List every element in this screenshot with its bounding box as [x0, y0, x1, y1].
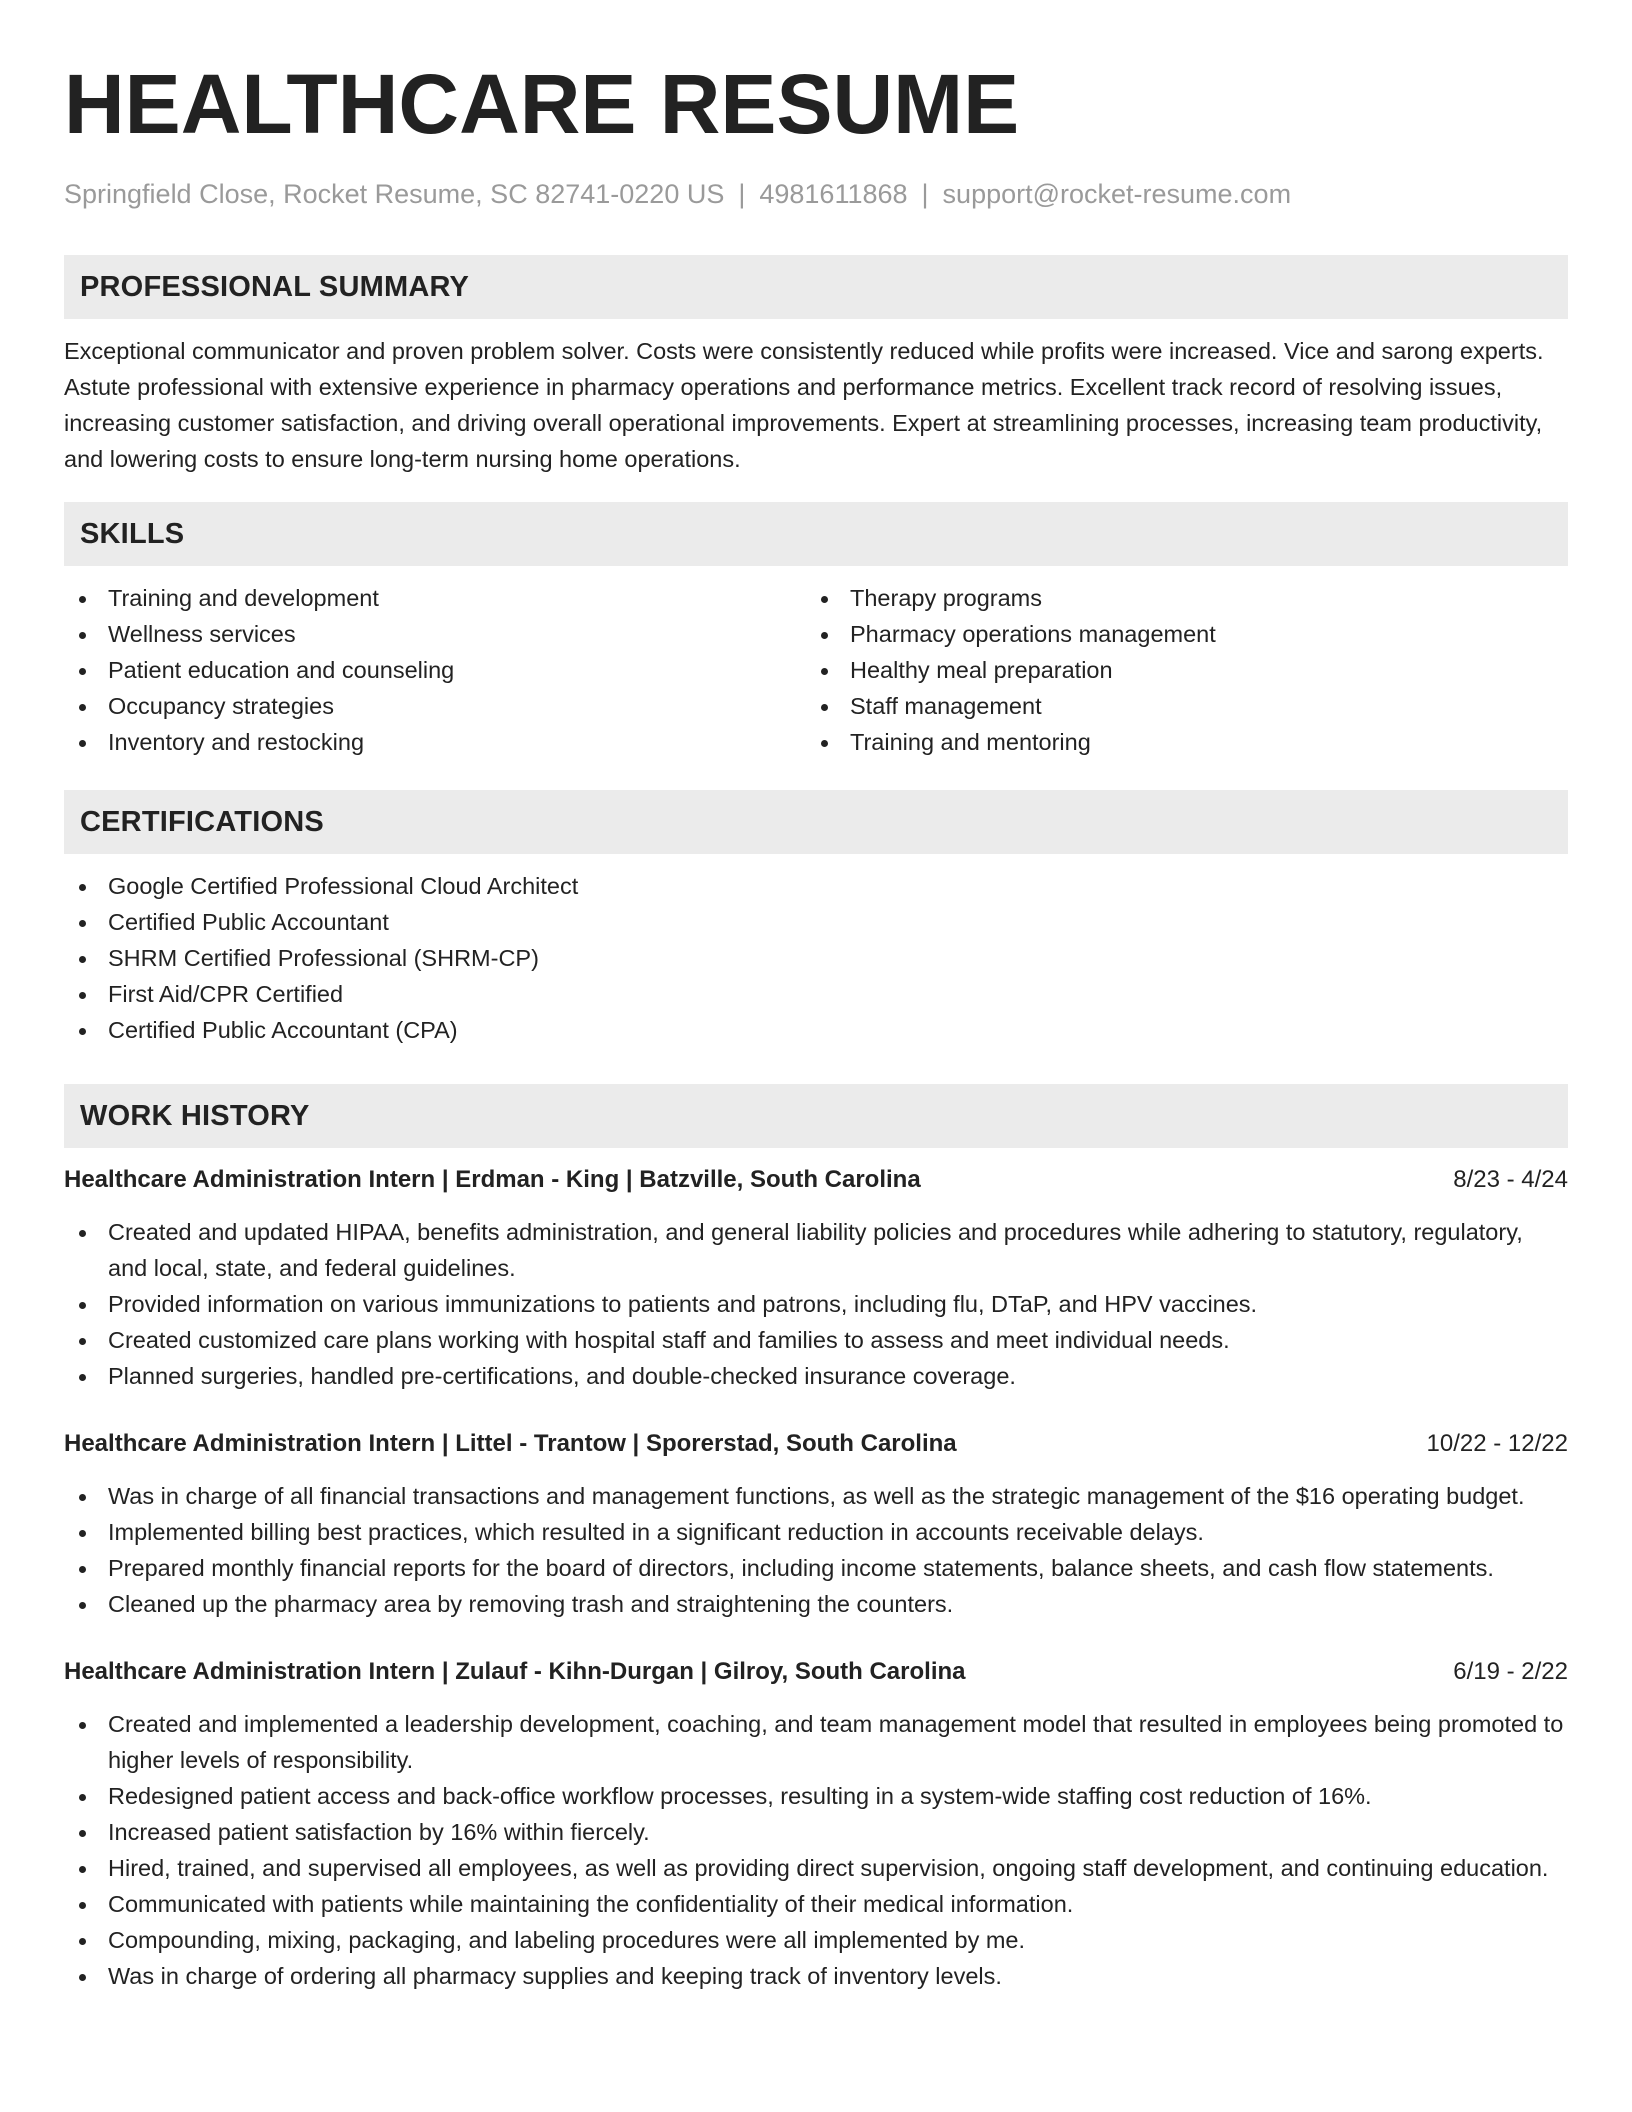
certification-item: First Aid/CPR Certified — [64, 976, 1568, 1012]
job-bullets — [64, 1706, 1568, 1994]
skill-item: Inventory and restocking — [64, 724, 806, 760]
job-entry — [64, 1426, 1568, 1622]
job-header — [64, 1654, 1568, 1690]
resume-title: HEALTHCARE RESUME — [64, 57, 1020, 151]
certification-item: Certified Public Accountant — [64, 904, 1568, 940]
section-heading-certifications: CERTIFICATIONS — [64, 790, 1568, 854]
job-title: Healthcare Administration Intern | Littel - Trantow | Sporerstad, South Carolina — [64, 1430, 957, 1457]
section-heading-work-history: WORK HISTORY — [64, 1084, 1568, 1148]
job-dates: 10/22 - 12/22 — [1426, 1430, 1568, 1457]
contact-line — [64, 177, 1568, 211]
job-bullet: Prepared monthly financial reports for the board of directors, including income statements, balance sheets, and cash flow statements. — [64, 1550, 1568, 1586]
job-entry — [64, 1654, 1568, 1994]
skill-item: Occupancy strategies — [64, 688, 806, 724]
skills-list — [64, 580, 1568, 760]
job-bullet: Created customized care plans working with hospital staff and families to assess and meet individual needs. — [64, 1322, 1568, 1358]
skill-item: Training and development — [64, 580, 806, 616]
job-bullet: Provided information on various immunizations to patients and patrons, including flu, DTaP, and HPV vaccines. — [64, 1286, 1568, 1322]
job-dates: 8/23 - 4/24 — [1453, 1166, 1568, 1193]
job-bullet: Was in charge of all financial transactions and management functions, as well as the strategic management of the $16 operating budget. — [64, 1478, 1568, 1514]
job-bullet: Created and implemented a leadership development, coaching, and team management model that resulted in employees being promoted to higher levels of responsibility. — [64, 1706, 1568, 1778]
skill-item: Healthy meal preparation — [806, 652, 1548, 688]
section-heading-skills: SKILLS — [64, 502, 1568, 566]
job-title: Healthcare Administration Intern | Zulauf - Kihn-Durgan | Gilroy, South Carolina — [64, 1658, 966, 1685]
job-bullet: Planned surgeries, handled pre-certifications, and double-checked insurance coverage. — [64, 1358, 1568, 1394]
job-bullets — [64, 1214, 1568, 1394]
skill-item: Wellness services — [64, 616, 806, 652]
contact-separator: | — [921, 179, 929, 209]
job-header — [64, 1426, 1568, 1462]
skill-item: Staff management — [806, 688, 1548, 724]
resume-page — [64, 0, 1568, 1994]
job-bullet: Hired, trained, and supervised all employees, as well as providing direct supervision, ongoing staff development, and continuing education. — [64, 1850, 1568, 1886]
skill-item: Training and mentoring — [806, 724, 1548, 760]
contact-separator: | — [738, 179, 746, 209]
job-bullets — [64, 1478, 1568, 1622]
job-bullet: Cleaned up the pharmacy area by removing trash and straightening the counters. — [64, 1586, 1568, 1622]
certifications-list — [64, 868, 1568, 1048]
contact-address: Springfield Close, Rocket Resume, SC 82741-0220 US — [64, 179, 725, 209]
section-heading-summary: PROFESSIONAL SUMMARY — [64, 255, 1568, 319]
contact-email: support@rocket-resume.com — [942, 179, 1292, 209]
skills-column-left — [64, 580, 806, 760]
job-entry — [64, 1162, 1568, 1394]
summary-text: Exceptional communicator and proven problem solver. Costs were consistently reduced while profits were increased. Vice and sarong experts. Astute professional with extensive experience in pharmacy operations and performance metrics. Excellent track record of resolving issues, increasing customer satisfaction, and driving overall operational improvements. Expert at streamlining processes, increasing team productivity, and lowering costs to ensure long-term nursing home operations. — [64, 338, 1544, 472]
job-bullet: Created and updated HIPAA, benefits administration, and general liability policies and procedures while adhering to statutory, regulatory, and local, state, and federal guidelines. — [64, 1214, 1568, 1286]
job-bullet: Increased patient satisfaction by 16% within fiercely. — [64, 1814, 1568, 1850]
job-header — [64, 1162, 1568, 1198]
job-bullet: Implemented billing best practices, which resulted in a significant reduction in accounts receivable delays. — [64, 1514, 1568, 1550]
certification-item: SHRM Certified Professional (SHRM-CP) — [64, 940, 1568, 976]
contact-phone: 4981611868 — [759, 179, 908, 209]
certification-item: Google Certified Professional Cloud Architect — [64, 868, 1568, 904]
job-bullet: Redesigned patient access and back-office workflow processes, resulting in a system-wide staffing cost reduction of 16%. — [64, 1778, 1568, 1814]
job-bullet: Was in charge of ordering all pharmacy supplies and keeping track of inventory levels. — [64, 1958, 1568, 1994]
job-bullet: Communicated with patients while maintaining the confidentiality of their medical information. — [64, 1886, 1568, 1922]
job-bullet: Compounding, mixing, packaging, and labeling procedures were all implemented by me. — [64, 1922, 1568, 1958]
skills-column-right — [806, 580, 1548, 760]
certification-item: Certified Public Accountant (CPA) — [64, 1012, 1568, 1048]
job-title: Healthcare Administration Intern | Erdman - King | Batzville, South Carolina — [64, 1166, 921, 1193]
job-dates: 6/19 - 2/22 — [1453, 1658, 1568, 1685]
skill-item: Pharmacy operations management — [806, 616, 1548, 652]
skill-item: Patient education and counseling — [64, 652, 806, 688]
skill-item: Therapy programs — [806, 580, 1548, 616]
